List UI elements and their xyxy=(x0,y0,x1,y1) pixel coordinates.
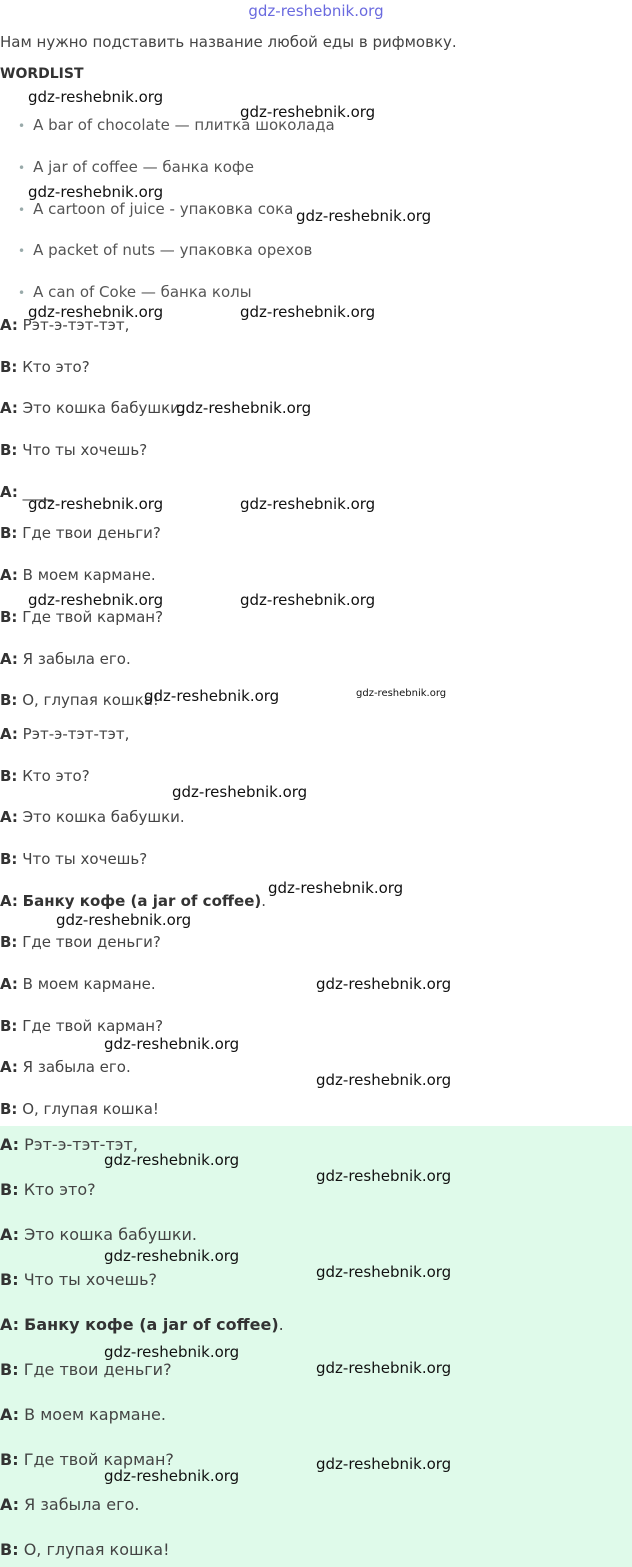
site-header-link[interactable]: gdz-reshebnik.org xyxy=(248,2,384,20)
watermark: gdz-reshebnik.org xyxy=(28,303,164,321)
wordlist-item: • A can of Coke — банка колы xyxy=(18,283,252,301)
watermark: gdz-reshebnik.org xyxy=(28,88,164,106)
watermark: gdz-reshebnik.org xyxy=(268,879,404,897)
watermark: gdz-reshebnik.org xyxy=(176,399,312,417)
watermark: gdz-reshebnik.org xyxy=(28,183,164,201)
dialogue-line: B: Где твои деньги? xyxy=(0,933,161,951)
wordlist-item: • A cartoon of juice - упаковка сока xyxy=(18,200,294,218)
bullet-icon: • xyxy=(18,161,26,175)
wordlist-title: WORDLIST xyxy=(0,66,84,82)
dialogue-line: A: Я забыла его. xyxy=(0,650,131,668)
dialogue-line: A: ____ xyxy=(0,483,53,501)
dialogue-line: B: Кто это? xyxy=(0,358,90,376)
watermark: gdz-reshebnik.org xyxy=(316,1071,452,1089)
watermark: gdz-reshebnik.org xyxy=(240,303,376,321)
dialogue-line: B: Что ты хочешь? xyxy=(0,850,148,868)
dialogue-line: B: Где твои деньги? xyxy=(0,524,161,542)
bullet-icon: • xyxy=(18,286,26,300)
dialogue-line: A: Рэт-э-тэт-тэт, xyxy=(0,316,130,334)
dialogue-line: B: О, глупая кошка! xyxy=(0,1100,159,1118)
dialogue-line: B: Где твой карман? xyxy=(0,608,164,626)
watermark: gdz-reshebnik.org xyxy=(356,688,447,699)
dialogue-line: B: Где твой карман? xyxy=(0,1450,174,1469)
dialogue-line: A: Это кошка бабушки. xyxy=(0,399,185,417)
dialogue-line: B: Где твой карман? xyxy=(0,1017,164,1035)
dialogue-line: A: Я забыла его. xyxy=(0,1058,131,1076)
answer-text: Банку кофе (a jar of coffee) xyxy=(22,892,262,910)
dialogue-line: B: Что ты хочешь? xyxy=(0,441,148,459)
dialogue-line: B: Кто это? xyxy=(0,1180,96,1199)
watermark: gdz-reshebnik.org xyxy=(316,1455,452,1473)
watermark: gdz-reshebnik.org xyxy=(104,1343,240,1361)
dialogue-line: A: Рэт-э-тэт-тэт, xyxy=(0,725,130,743)
watermark: gdz-reshebnik.org xyxy=(104,1467,240,1485)
dialogue-line: B: О, глупая кошка! xyxy=(0,691,159,709)
watermark: gdz-reshebnik.org xyxy=(240,591,376,609)
dialogue-line: B: Кто это? xyxy=(0,767,90,785)
wordlist-item: • A packet of nuts — упаковка орехов xyxy=(18,241,313,259)
dialogue-line: B: Где твои деньги? xyxy=(0,1360,172,1379)
wordlist-item: • A jar of coffee — банка кофе xyxy=(18,158,254,176)
watermark: gdz-reshebnik.org xyxy=(104,1035,240,1053)
watermark: gdz-reshebnik.org xyxy=(172,783,308,801)
bullet-icon: • xyxy=(18,119,26,133)
dialogue-line: A: Я забыла его. xyxy=(0,1495,140,1514)
dialogue-line: A: Рэт-э-тэт-тэт, xyxy=(0,1135,138,1154)
dialogue-line: A: В моем кармане. xyxy=(0,566,156,584)
dialogue-line: A: В моем кармане. xyxy=(0,975,156,993)
watermark: gdz-reshebnik.org xyxy=(316,1263,452,1281)
watermark: gdz-reshebnik.org xyxy=(28,495,164,513)
watermark: gdz-reshebnik.org xyxy=(144,687,280,705)
watermark: gdz-reshebnik.org xyxy=(316,975,452,993)
answer-text: Банку кофе (a jar of coffee) xyxy=(24,1315,279,1334)
watermark: gdz-reshebnik.org xyxy=(104,1151,240,1169)
bullet-icon: • xyxy=(18,203,26,217)
wordlist-item: • A bar of chocolate — плитка шоколада xyxy=(18,116,335,134)
watermark: gdz-reshebnik.org xyxy=(240,495,376,513)
bullet-icon: • xyxy=(18,244,26,258)
watermark: gdz-reshebnik.org xyxy=(316,1359,452,1377)
watermark: gdz-reshebnik.org xyxy=(56,911,192,929)
dialogue-line: B: О, глупая кошка! xyxy=(0,1540,170,1559)
watermark: gdz-reshebnik.org xyxy=(296,207,432,225)
watermark: gdz-reshebnik.org xyxy=(28,591,164,609)
dialogue-line: A: Банку кофе (a jar of coffee). xyxy=(0,1315,284,1334)
dialogue-line: B: Что ты хочешь? xyxy=(0,1270,158,1289)
watermark: gdz-reshebnik.org xyxy=(104,1247,240,1265)
dialogue-line: A: Банку кофе (a jar of coffee). xyxy=(0,892,267,910)
dialogue-line: A: В моем кармане. xyxy=(0,1405,166,1424)
watermark: gdz-reshebnik.org xyxy=(316,1167,452,1185)
dialogue-line: A: Это кошка бабушки. xyxy=(0,1225,197,1244)
watermark: gdz-reshebnik.org xyxy=(240,103,376,121)
dialogue-line: A: Это кошка бабушки. xyxy=(0,808,185,826)
intro-text: Нам нужно подставить название любой еды в рифмовку. xyxy=(0,33,457,51)
